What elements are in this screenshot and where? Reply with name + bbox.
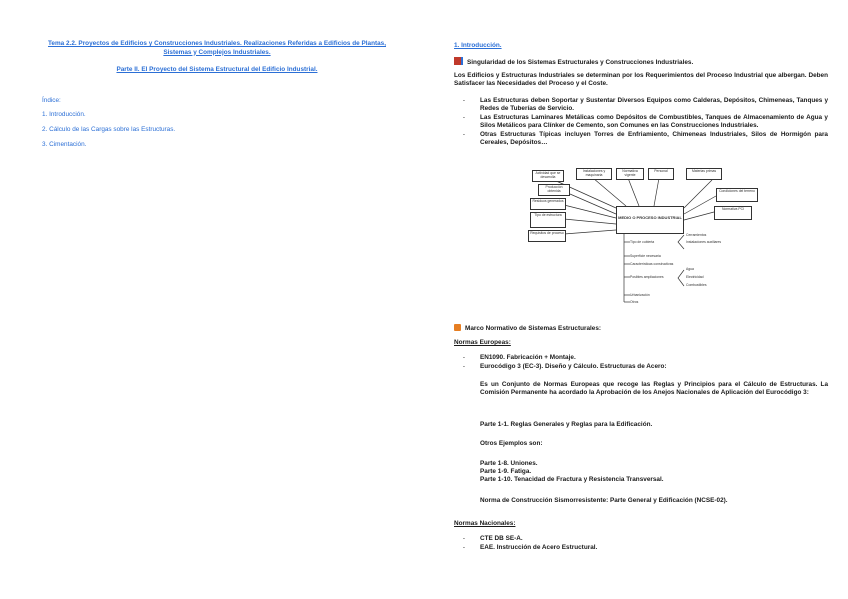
ec3-part-1-9: Parte 1-9. Fatiga. [480, 468, 532, 475]
diagram-connector [570, 194, 616, 214]
diagram-label: Combustibles [686, 283, 707, 287]
diagram-label: Posibles ampliaciones [630, 275, 664, 279]
diagram-brace [678, 235, 684, 249]
singularity-heading-text: Singularidad de los Sistemas Estructurales y Construcciones Industriales. [467, 59, 694, 66]
diagram-label: Tipo de cubierta [630, 240, 655, 244]
diagram-box: Producción obtenida [538, 184, 570, 196]
bullet-dash: - [462, 97, 466, 104]
scroll-icon [454, 324, 461, 331]
diagram-label: Cerramientos [686, 233, 707, 237]
bullet-dash: - [462, 544, 466, 551]
diagram-connector [684, 180, 712, 208]
diagram-connector [628, 178, 639, 206]
diagram-connector [564, 219, 616, 224]
diagram-connector [564, 230, 616, 234]
diagram-box: Materias primas [686, 168, 722, 180]
diagram-box: Residuos generados [530, 198, 566, 210]
diagram-connector [684, 212, 714, 220]
diagram-connector [654, 178, 659, 206]
diagram-connector [684, 196, 716, 214]
bullet-item-3: Otras Estructuras Típicas incluyen Torres de Enfriamiento, Chimeneas Industriales, Silos de Hormigón para Cereales, Depósitos… [480, 131, 828, 147]
diagram-center-box: MEDIO O PROCESO INDUSTRIAL [616, 206, 684, 234]
diagram-label: Instalaciones auxiliares [686, 240, 722, 244]
index-item-1[interactable]: 1. Introducción. [42, 111, 86, 118]
diagram-box: Tipo de estructura [530, 212, 566, 228]
other-examples-label: Otros Ejemplos son: [480, 440, 543, 447]
diagram-box: Normativa PCI [714, 206, 752, 220]
diagram-connector [593, 178, 626, 206]
index-item-3[interactable]: 3. Cimentación. [42, 141, 87, 148]
european-item-1: EN1090. Fabricación + Montaje. [480, 354, 576, 361]
national-item-2: EAE. Instrucción de Acero Estructural. [480, 544, 598, 551]
ec3-part-1-1: Parte 1-1. Reglas Generales y Reglas para la Edificación. [480, 421, 653, 428]
bullet-dash: - [462, 354, 466, 361]
industrial-process-diagram [524, 166, 769, 304]
diagram-box: Actividad que se desarrolla [532, 170, 564, 182]
european-norms-label: Normas Europeas: [454, 339, 511, 346]
bullet-item-2: Las Estructuras Laminares Metálicas como Depósitos de Combustibles, Tanques de Almacenamiento de Agua y Silos Metálicos para Clínker de Cemento, son Comunes en las Construcciones Industriales. [480, 114, 828, 130]
singularity-heading [454, 57, 828, 67]
normative-heading [454, 324, 828, 333]
index-item-2[interactable]: 2. Cálculo de las Cargas sobre las Estructuras. [42, 126, 176, 133]
bullet-dash: - [462, 131, 466, 138]
european-item-2: Eurocódigo 3 (EC-3). Diseño y Cálculo. Estructuras de Acero: [480, 363, 667, 370]
ec3-part-1-8: Parte 1-8. Uniones. [480, 460, 538, 467]
diagram-label: Otros [630, 300, 639, 304]
diagram-connector [564, 205, 616, 218]
doc-title[interactable]: Tema 2.2. Proyectos de Edificios y Construcciones Industriales. Realizaciones Referidas a Edificios de Plantas, Sistemas y Complejos Industriales. [48, 40, 386, 56]
diagram-label: Agua [686, 267, 694, 271]
section-heading[interactable]: 1. Introducción. [454, 42, 502, 49]
diagram-label: Características constructivas [630, 262, 674, 266]
diagram-label: Superficie necesaria [630, 254, 661, 258]
bullet-dash: - [462, 114, 466, 121]
ec3-part-1-10: Parte 1-10. Tenacidad de Fractura y Resistencia Transversal. [480, 476, 664, 483]
right-page [424, 0, 848, 599]
diagram-box: Normativa vigente [616, 168, 644, 180]
diagram-box: Personal [648, 168, 674, 180]
intro-paragraph: Los Edificios y Estructuras Industriales se determinan por los Requerimientos del Proceso Industrial que albergan. Deben Satisfacer las Necesidades del Proceso y el Coste. [454, 72, 828, 88]
diagram-brace [678, 270, 684, 286]
bullet-dash: - [462, 363, 466, 370]
normative-heading-text: Marco Normativo de Sistemas Estructurales: [465, 325, 602, 332]
bullet-item-1: Las Estructuras deben Soportar y Sustentar Diversos Equipos como Calderas, Depósitos, Chimeneas, Tanques y Redes de Tuberías de Servicio. [480, 97, 828, 113]
ec3-paragraph: Es un Conjunto de Normas Europeas que recoge las Reglas y Principios para el Cálculo de Estructuras. La Comisión Permanente ha acordado la Aprobación de los Anejos Nacionales de Aplicación del Eurocódigo 3: [480, 381, 828, 397]
diagram-box: Instalaciones y maquinaria [576, 168, 612, 180]
index-label: Índice: [42, 97, 61, 104]
ncse-norm: Norma de Construcción Sismorresistente: Parte General y Edificación (NCSE-02). [480, 497, 728, 504]
national-norms-label: Normas Nacionales: [454, 520, 516, 527]
diagram-box: Requisitos de proceso [528, 230, 566, 242]
diagram-label: Urbanización [630, 293, 650, 297]
doc-subtitle[interactable]: Parte II. El Proyecto del Sistema Estructural del Edificio Industrial. [116, 66, 318, 73]
book-icon [454, 57, 463, 65]
national-item-1: CTE DB SE-A. [480, 535, 523, 542]
diagram-box: Condiciones del terreno [716, 188, 758, 202]
bullet-dash: - [462, 535, 466, 542]
diagram-label: Electricidad [686, 275, 704, 279]
